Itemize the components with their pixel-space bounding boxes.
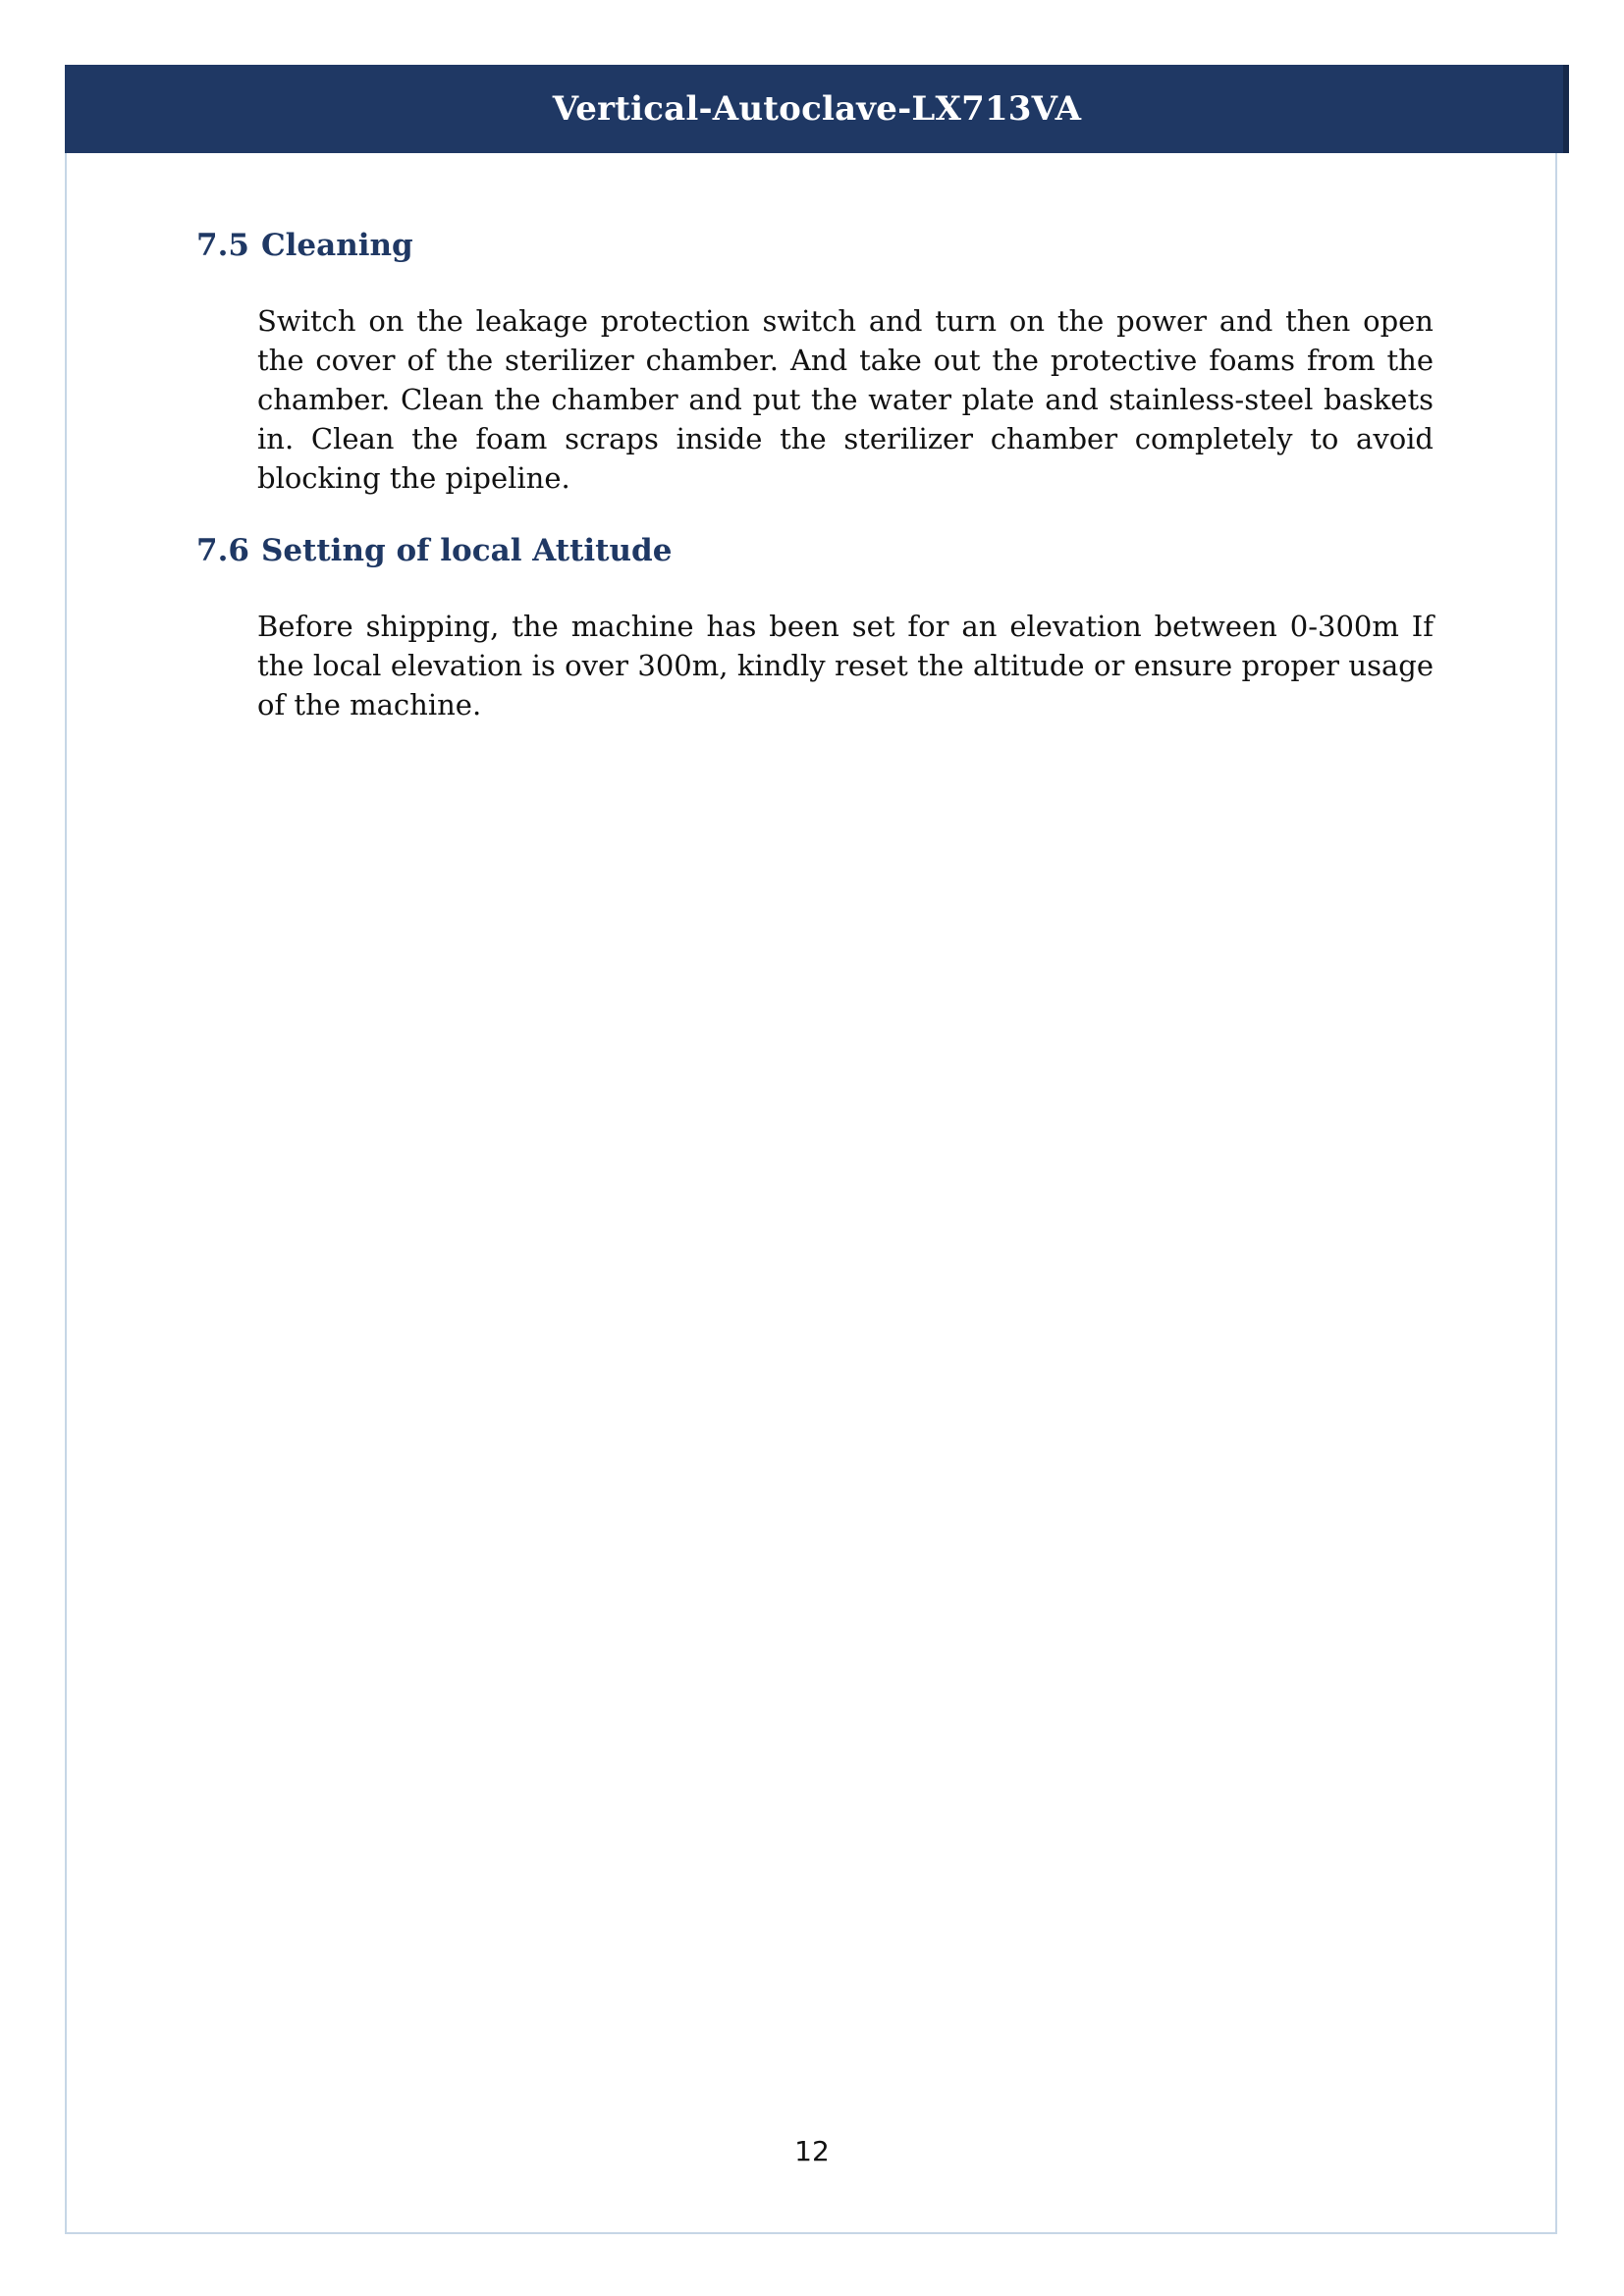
document-header <box>65 65 1569 153</box>
document-title: Vertical-Autoclave-LX713VA <box>552 89 1082 129</box>
section-title: Cleaning <box>260 228 413 263</box>
section-paragraph: Switch on the leakage protection switch and turn on the power and then open the cover of the sterilizer chamber. And take out the protective foams from the chamber. Clean the chamber and put the water plate and stainless-steel baskets in. Clean the foam scraps inside the sterilizer chamber completely to avoid blocking the pipeline. <box>257 304 1434 496</box>
section-cleaning <box>196 228 1434 498</box>
section-local-attitude <box>196 533 1434 724</box>
section-number: 7.6 <box>196 533 249 569</box>
section-heading <box>196 228 1434 264</box>
section-title: Setting of local Attitude <box>260 533 673 569</box>
header-edge <box>1563 65 1569 153</box>
section-paragraph: Before shipping, the machine has been set for an elevation between 0-300m If the local elevation is over 300m, kindly reset the altitude or ensure proper usage of the machine. <box>257 610 1434 722</box>
document-content <box>196 228 1434 724</box>
section-heading <box>196 533 1434 569</box>
page-number: 12 <box>794 2135 830 2167</box>
section-number: 7.5 <box>196 228 249 263</box>
